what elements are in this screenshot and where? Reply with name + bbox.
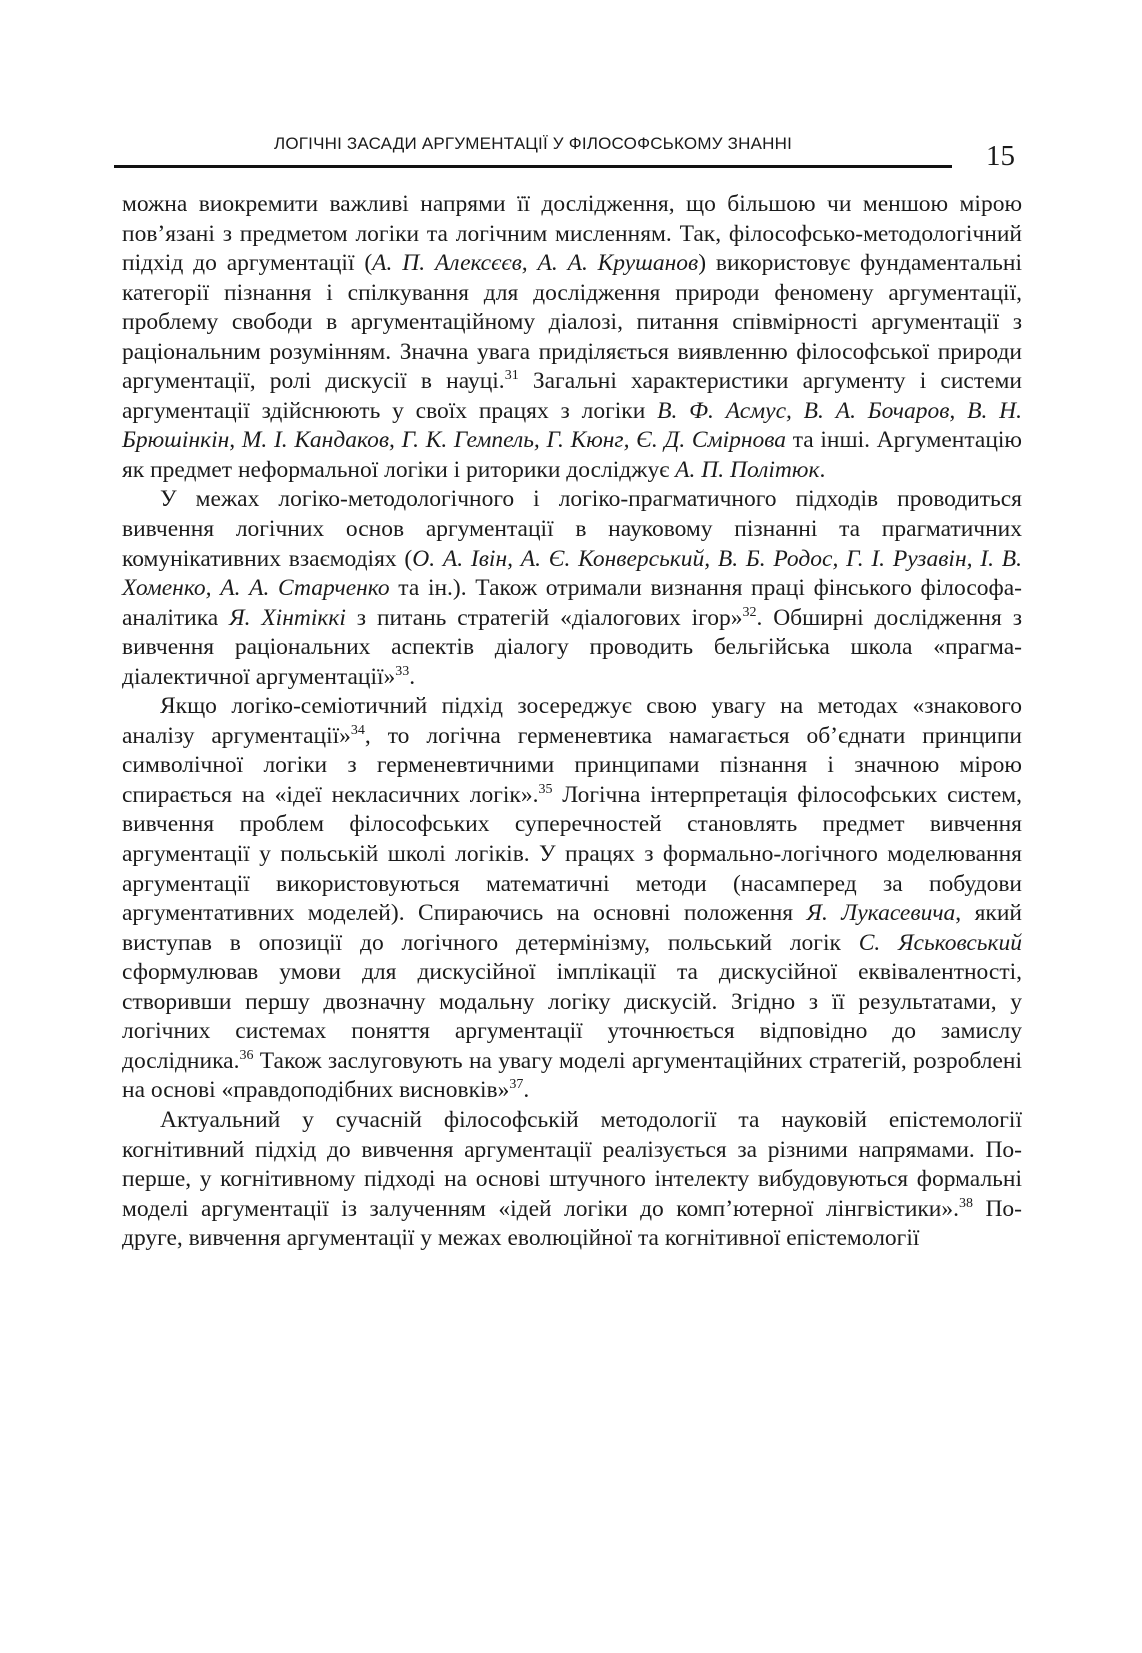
text-run: можна виокремити важливі напрями її дослідження, що більшою чи меншою мірою пов’язані з предметом логіки та логічним мисленням. Так, філософсько-методологічний підхід до аргументації ( (122, 191, 1022, 277)
text-run: . Обширні дослідження з вивчення раціональних аспектів діалогу проводить бельгійська школа «прагма-діалектичної аргументації» (122, 604, 1022, 690)
text-run: . (819, 456, 826, 483)
text-run: , то логічна герменевтика намагається об’єднати принципи символічної логіки з герменевтичними принципами пізнання і значною мірою спирається на «ідеї некласичних логік». (122, 722, 1022, 808)
footnote-ref: 38 (959, 1195, 974, 1211)
paragraph (122, 190, 1022, 485)
text-run: та ін.). Також отримали визнання праці фінського філософа-аналітика (122, 575, 1022, 631)
text-run: . (409, 663, 416, 690)
footnote-ref: 31 (504, 368, 519, 384)
body-text (122, 190, 1022, 1254)
page-number: 15 (986, 140, 1015, 172)
text-run: У межах логіко-методологічного і логіко-прагматичного підходів проводиться вивчення логічних основ аргументації в науковому пізнанні та прагматичних комунікативних взаємодіях ( (122, 486, 1022, 572)
text-run: Якщо логіко-семіотичний підхід зосереджує свою увагу на методах «знакового аналізу аргументації» (122, 693, 1022, 749)
italic-names: А. П. Політюк (675, 456, 820, 483)
paragraph (122, 485, 1022, 692)
text-run: Логічна інтерпретація філософських систем, вивчення проблем філософських суперечностей становлять предмет вивчення аргументації у польській школі логіків. У працях з формально-логічного моделювання аргументації використовуються математичні методи (насамперед за побудови аргументативних моделей). Спираючись на основні положення (122, 781, 1022, 927)
header-rule (114, 165, 952, 168)
running-head-title: ЛОГІЧНІ ЗАСАДИ АРГУМЕНТАЦІЇ У ФІЛОСОФСЬКОМУ ЗНАННІ (273, 134, 793, 153)
text-run: Загальні характеристики аргументу і системи аргументації здійснюють у своїх працях з логіки (122, 368, 1022, 424)
footnote-ref: 35 (538, 781, 553, 797)
paragraph (122, 1106, 1022, 1254)
italic-names: В. Ф. Асмус, В. А. Бочаров, В. Н. Брюшінкін, М. І. Кандаков, Г. К. Гемпель, Г. Кюнг, Є. Д. Смірнова (122, 397, 1022, 454)
text-run: Актуальний у сучасній філософській методології та науковій епістемології когнітивний підхід до вивчення аргументації реалізується за різними напрямами. По-перше, у когнітивному підході на основі штучного інтелекту вибудовуються формальні моделі аргументації із залученням «ідей логіки до комп’ютерної лінгвістики». (122, 1106, 1022, 1222)
footnote-ref: 37 (509, 1077, 524, 1093)
text-run: сформулював умови для дискусійної імплікації та дискусійної еквівалентності, створивши першу двозначну модальну логіку дискусій. Згідно з її результатами, у логічних системах поняття аргументації уточнюється відповідно до замислу дослідника. (122, 959, 1022, 1074)
footnote-ref: 32 (742, 604, 757, 620)
text-run: , який виступав в опозиції до логічного детермінізму, польський логік (122, 900, 1022, 956)
text-run: . (523, 1077, 530, 1104)
footnote-ref: 34 (350, 722, 365, 738)
italic-names: С. Яськовський (858, 929, 1022, 956)
italic-names: Я. Лукасевича (806, 900, 956, 927)
text-run: з питань стратегій «діалогових ігор» (345, 604, 743, 631)
paragraph (122, 692, 1022, 1106)
text-run: По-друге, вивчення аргументації у межах еволюційної та когнітивної епістемології (122, 1195, 1022, 1252)
italic-names: А. П. Алексєєв, А. А. Крушанов (372, 250, 699, 277)
text-run: Також заслуговують на увагу моделі аргументаційних стратегій, розроблені на основі «правдоподібних висновків» (122, 1047, 1022, 1104)
footnote-ref: 33 (395, 663, 410, 679)
italic-names: Я. Хінтіккі (229, 604, 346, 631)
text-run: та інші. Аргументацію як предмет неформальної логіки і риторики досліджує (122, 427, 1022, 483)
italic-names: О. А. Івін, А. Є. Конверський, В. Б. Родос, Г. І. Рузавін, І. В. Хоменко, А. А. Старченко (122, 545, 1022, 602)
text-run: ) використовує фундаментальні категорії пізнання і спілкування для дослідження природи феномену аргументації, проблему свободи в аргументаційному діалозі, питання співмірності аргументації з раціональним розумінням. Значна увага приділяється виявленню філософської природи аргументації, ролі дискусії в науці. (122, 250, 1022, 395)
footnote-ref: 36 (239, 1047, 254, 1063)
